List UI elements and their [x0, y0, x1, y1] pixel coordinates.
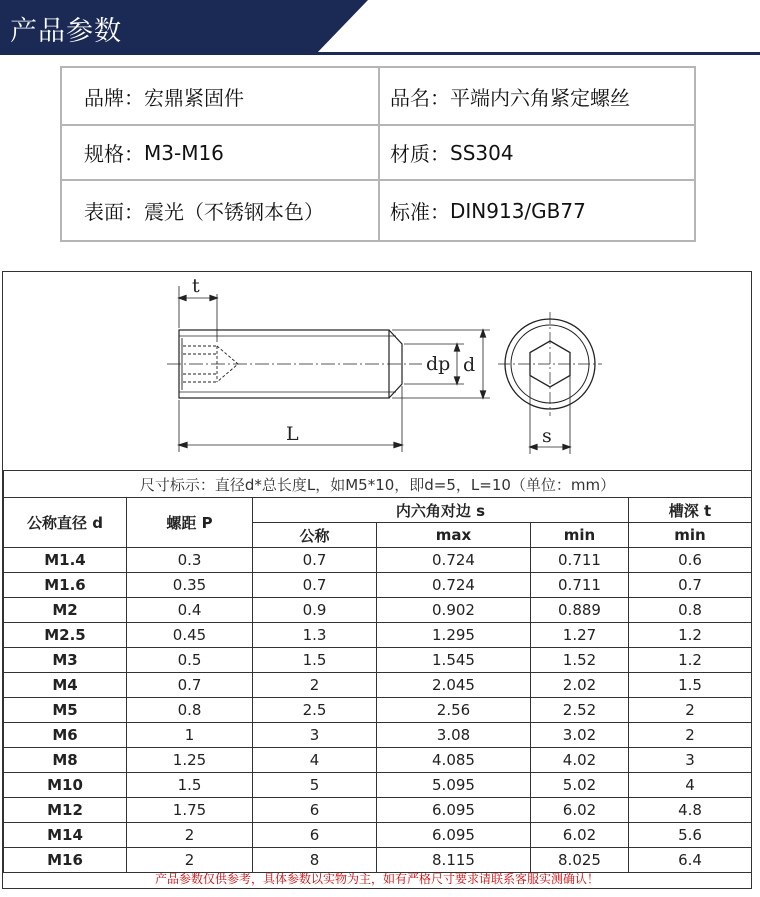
table-cell: 1.5	[127, 773, 253, 798]
table-cell: M12	[4, 798, 127, 823]
table-cell: 1.5	[629, 673, 752, 698]
table-cell: 4.02	[531, 748, 629, 773]
table-cell: 1.3	[253, 623, 377, 648]
table-cell: 2.52	[531, 698, 629, 723]
table-cell: 1.545	[377, 648, 531, 673]
table-cell: 2.045	[377, 673, 531, 698]
L-label: L	[286, 423, 299, 445]
spec-size-value: M3-M16	[144, 140, 224, 165]
header-pitch: 螺距 P	[127, 498, 253, 548]
table-cell: M1.6	[4, 573, 127, 598]
table-cell: M1.4	[4, 548, 127, 573]
size-note: 尺寸标示：直径d*总长度L，如M5*10，即d=5，L=10（单位：mm）	[4, 471, 752, 498]
table-row	[4, 698, 752, 723]
spec-product-name-label: 品名：	[390, 85, 450, 110]
table-cell: 2	[127, 823, 253, 848]
table-cell: 1.2	[629, 648, 752, 673]
banner-rule	[0, 52, 760, 55]
header-s-nominal: 公称	[253, 523, 377, 548]
header-s-min: min	[531, 523, 629, 548]
table-cell: 6.4	[629, 848, 752, 873]
spec-standard-label: 标准：	[390, 200, 450, 224]
table-cell: 2	[253, 673, 377, 698]
table-cell: 0.6	[629, 548, 752, 573]
table-cell: 0.35	[127, 573, 253, 598]
table-cell: 0.889	[531, 598, 629, 623]
table-cell: M5	[4, 698, 127, 723]
table-cell: 5.02	[531, 773, 629, 798]
table-row	[4, 723, 752, 748]
table-cell: M6	[4, 723, 127, 748]
table-cell: 3	[629, 748, 752, 773]
table-cell: 3.08	[377, 723, 531, 748]
table-cell: 0.7	[629, 573, 752, 598]
table-cell: M16	[4, 848, 127, 873]
spec-material-value: SS304	[450, 140, 514, 165]
table-cell: 0.7	[127, 673, 253, 698]
table-cell: 1.27	[531, 623, 629, 648]
s-label: s	[542, 425, 552, 447]
table-cell: 0.724	[377, 548, 531, 573]
table-cell: M8	[4, 748, 127, 773]
table-cell: M10	[4, 773, 127, 798]
table-cell: 2	[629, 698, 752, 723]
table-cell: 3.02	[531, 723, 629, 748]
table-cell: 8.025	[531, 848, 629, 873]
table-row	[4, 823, 752, 848]
spec-material-label: 材质：	[390, 142, 450, 166]
table-row	[4, 648, 752, 673]
table-cell: 2	[127, 848, 253, 873]
table-cell: M3	[4, 648, 127, 673]
header-s-max: max	[377, 523, 531, 548]
table-cell: 0.7	[253, 573, 377, 598]
table-cell: 6	[253, 823, 377, 848]
table-cell: 0.4	[127, 598, 253, 623]
spec-brand	[84, 68, 244, 124]
table-cell: 6.02	[531, 823, 629, 848]
spec-surface	[84, 181, 324, 240]
spec-standard-value: DIN913/GB77	[450, 198, 586, 223]
table-cell: 4.085	[377, 748, 531, 773]
table-cell: 0.8	[629, 598, 752, 623]
table-cell: 6.095	[377, 798, 531, 823]
footer-disclaimer: 产品参数仅供参考，具体参数以实物为主，如有严格尺寸要求请联系客服实测确认！	[154, 872, 599, 886]
table-cell: 4	[253, 748, 377, 773]
table-cell: 0.8	[127, 698, 253, 723]
spec-box	[60, 66, 696, 242]
spec-standard	[390, 181, 586, 240]
table-cell: 3	[253, 723, 377, 748]
header-banner	[0, 0, 760, 56]
table-cell: 2.5	[253, 698, 377, 723]
table-cell: 0.9	[253, 598, 377, 623]
spec-brand-label: 品牌：	[84, 85, 144, 110]
header-hex-socket: 内六角对边 s	[253, 498, 629, 523]
table-cell: 1.295	[377, 623, 531, 648]
table-cell: 5.6	[629, 823, 752, 848]
spec-product-name	[390, 68, 630, 124]
table-row	[4, 773, 752, 798]
table-cell: 2.56	[377, 698, 531, 723]
table-cell: 5	[253, 773, 377, 798]
table-row	[4, 598, 752, 623]
table-cell: 5.095	[377, 773, 531, 798]
header-t-min: min	[629, 523, 752, 548]
table-cell: 8	[253, 848, 377, 873]
table-cell: 6.095	[377, 823, 531, 848]
table-row	[4, 748, 752, 773]
table-cell: 1	[127, 723, 253, 748]
d-label: d	[463, 354, 476, 376]
t-label: t	[192, 275, 200, 297]
table-cell: M14	[4, 823, 127, 848]
spec-divider-vertical	[378, 68, 380, 240]
table-row	[4, 848, 752, 873]
table-cell: 1.52	[531, 648, 629, 673]
spec-size	[84, 126, 224, 179]
table-cell: 0.724	[377, 573, 531, 598]
table-cell: 0.5	[127, 648, 253, 673]
spec-material	[390, 126, 514, 179]
table-row	[4, 673, 752, 698]
table-cell: M4	[4, 673, 127, 698]
spec-surface-label: 表面：	[84, 200, 144, 224]
table-cell: 1.2	[629, 623, 752, 648]
table-cell: 6.02	[531, 798, 629, 823]
page-title: 产品参数	[10, 16, 122, 47]
table-cell: 1.25	[127, 748, 253, 773]
table-cell: 2	[629, 723, 752, 748]
table-row	[4, 798, 752, 823]
table-cell: 0.902	[377, 598, 531, 623]
table-cell: 2.02	[531, 673, 629, 698]
dp-label: dp	[426, 353, 451, 375]
table-row	[4, 573, 752, 598]
spec-size-label: 规格：	[84, 142, 144, 166]
table-row	[4, 623, 752, 648]
header-nominal-diameter: 公称直径 d	[4, 498, 127, 548]
spec-product-name-value: 平端内六角紧定螺丝	[450, 85, 630, 110]
table-cell: 0.45	[127, 623, 253, 648]
screw-drawing	[2, 272, 752, 470]
header-slot-depth: 槽深 t	[629, 498, 752, 523]
table-cell: 4	[629, 773, 752, 798]
table-cell: 0.711	[531, 548, 629, 573]
dimension-table	[3, 470, 752, 873]
table-cell: 4.8	[629, 798, 752, 823]
table-cell: 0.7	[253, 548, 377, 573]
table-cell: 6	[253, 798, 377, 823]
table-cell: M2.5	[4, 623, 127, 648]
table-cell: 0.711	[531, 573, 629, 598]
table-row	[4, 548, 752, 573]
table-cell: 1.5	[253, 648, 377, 673]
table-cell: M2	[4, 598, 127, 623]
table-cell: 0.3	[127, 548, 253, 573]
spec-surface-value: 震光（不锈钢本色）	[144, 200, 324, 224]
table-cell: 8.115	[377, 848, 531, 873]
table-cell: 1.75	[127, 798, 253, 823]
spec-brand-value: 宏鼎紧固件	[144, 85, 244, 110]
